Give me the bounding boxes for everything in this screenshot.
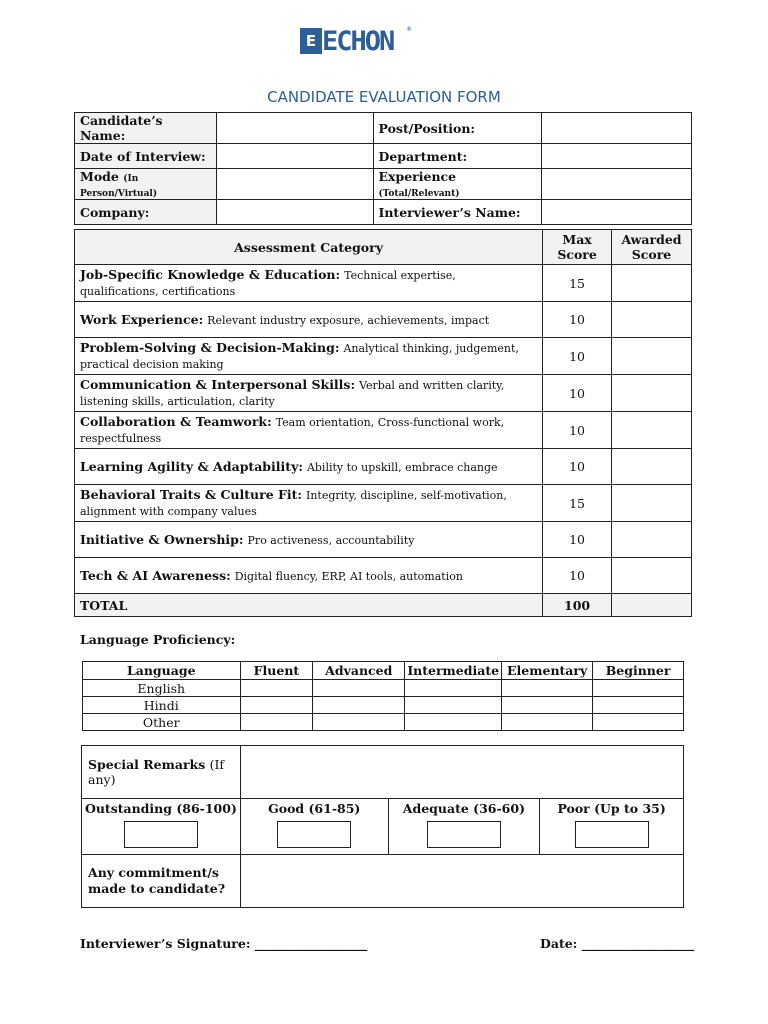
category-desc: Relevant industry exposure, achievements, impact (207, 313, 490, 327)
grade-poor-label: Poor (Up to 35) (557, 801, 666, 816)
awarded-score-header (612, 230, 692, 265)
date-of-interview-field[interactable] (216, 144, 373, 169)
category-cell (75, 375, 543, 412)
awarded-score-field[interactable] (612, 558, 692, 594)
max-score-header (543, 230, 612, 265)
category-desc: Technical expertise, qualifications, certifications (80, 269, 456, 298)
proficiency-cell[interactable] (313, 680, 405, 697)
advanced-header: Advanced (313, 662, 405, 680)
category-desc: Ability to upskill, embrace change (306, 460, 498, 474)
proficiency-cell[interactable] (240, 680, 313, 697)
special-remarks-label (82, 746, 241, 799)
experience-label-text: Experience (378, 169, 457, 184)
table-row (75, 375, 692, 412)
logo-wordmark: ECHON (322, 26, 394, 57)
max-score-header-line1: Max (562, 232, 592, 247)
experience-note: (Total/Relevant) (378, 189, 460, 199)
proficiency-cell[interactable] (240, 714, 313, 731)
max-score: 10 (543, 449, 612, 485)
total-row (75, 594, 692, 617)
proficiency-cell[interactable] (313, 714, 405, 731)
table-row (83, 680, 684, 697)
table-row (75, 412, 692, 449)
awarded-score-field[interactable] (612, 302, 692, 338)
interviewer-signature-line[interactable]: Interviewer’s Signature: __________________ (80, 936, 368, 951)
category-title: Work Experience: (80, 311, 204, 327)
language-name: Other (83, 714, 241, 731)
mode-field[interactable] (216, 169, 373, 200)
table-row (75, 265, 692, 302)
table-row (83, 697, 684, 714)
language-name: English (83, 680, 241, 697)
form-title: CANDIDATE EVALUATION FORM (267, 88, 501, 106)
experience-field[interactable] (542, 169, 692, 200)
special-remarks-note: (If any) (88, 757, 225, 787)
max-score: 10 (543, 558, 612, 594)
category-title: Problem-Solving & Decision-Making: (80, 340, 340, 355)
table-row (75, 485, 692, 522)
grade-good-box[interactable] (277, 821, 351, 848)
max-score: 15 (543, 485, 612, 522)
max-score: 15 (543, 265, 612, 302)
category-title: Job-Specific Knowledge & Education: (80, 267, 341, 282)
language-proficiency-table (82, 661, 684, 731)
commitment-label-line1: Any commitment/s (88, 865, 219, 880)
grade-good-label: Good (61-85) (268, 801, 361, 816)
intermediate-header: Intermediate (405, 662, 502, 680)
beginner-header: Beginner (593, 662, 684, 680)
interviewer-name-label: Interviewer’s Name: (373, 200, 542, 225)
category-title: Communication & Interpersonal Skills: (80, 377, 356, 392)
language-name: Hindi (83, 697, 241, 714)
category-desc: Digital fluency, ERP, AI tools, automation (234, 569, 463, 583)
category-desc: Analytical thinking, judgement, practical decision making (80, 342, 519, 371)
date-line[interactable]: Date: __________________ (540, 936, 695, 951)
table-row (83, 714, 684, 731)
special-remarks-field[interactable] (240, 746, 683, 799)
proficiency-cell[interactable] (593, 680, 684, 697)
category-cell (75, 265, 543, 302)
proficiency-cell[interactable] (502, 680, 593, 697)
category-desc: Pro activeness, accountability (247, 533, 415, 547)
awarded-score-field[interactable] (612, 522, 692, 558)
category-cell (75, 449, 543, 485)
grade-poor (540, 799, 684, 855)
category-cell (75, 338, 543, 375)
company-field[interactable] (216, 200, 373, 225)
max-score-header-line2: Score (557, 247, 597, 262)
proficiency-cell[interactable] (593, 714, 684, 731)
department-label: Department: (373, 144, 542, 169)
category-title: Tech & AI Awareness: (80, 567, 231, 583)
max-score: 10 (543, 412, 612, 449)
proficiency-cell[interactable] (502, 714, 593, 731)
awarded-score-field[interactable] (612, 449, 692, 485)
proficiency-cell[interactable] (502, 697, 593, 714)
category-cell (75, 522, 543, 558)
grade-outstanding-box[interactable] (124, 821, 198, 848)
grade-adequate-label: Adequate (36-60) (402, 801, 525, 816)
max-score: 10 (543, 522, 612, 558)
max-score: 10 (543, 338, 612, 375)
category-cell (75, 558, 543, 594)
proficiency-cell[interactable] (405, 714, 502, 731)
table-row (75, 449, 692, 485)
candidate-name-label: Candidate’s Name: (75, 113, 217, 144)
grade-poor-box[interactable] (575, 821, 649, 848)
category-title: Learning Agility & Adaptability: (80, 458, 303, 474)
date-of-interview-label: Date of Interview: (75, 144, 217, 169)
remarks-table (81, 745, 684, 908)
assessment-category-header: Assessment Category (75, 230, 543, 265)
table-row (75, 522, 692, 558)
elementary-header: Elementary (502, 662, 593, 680)
echon-logo (300, 26, 412, 58)
awarded-score-header-line2: Score (631, 247, 672, 262)
grade-outstanding (82, 799, 241, 855)
category-desc: Integrity, discipline, self-motivation, alignment with company values (80, 489, 507, 518)
table-row (75, 302, 692, 338)
awarded-score-header-line1: Awarded (621, 232, 682, 247)
commitment-label (82, 855, 241, 908)
total-awarded-score-field[interactable] (612, 594, 692, 617)
special-remarks-label-text: Special Remarks (88, 757, 206, 772)
language-proficiency-title: Language Proficiency: (80, 632, 236, 647)
mode-label (75, 169, 217, 200)
category-desc: Team orientation, Cross-functional work, respectfulness (80, 416, 505, 445)
proficiency-cell[interactable] (405, 680, 502, 697)
category-title: Behavioral Traits & Culture Fit: (80, 487, 303, 502)
candidate-name-field[interactable] (216, 113, 373, 144)
candidate-info-table (74, 112, 692, 225)
category-cell (75, 485, 543, 522)
total-max-score: 100 (543, 594, 612, 617)
awarded-score-field[interactable] (612, 265, 692, 302)
fluent-header: Fluent (240, 662, 313, 680)
grade-adequate (388, 799, 540, 855)
interviewer-name-field[interactable] (542, 200, 692, 225)
max-score: 10 (543, 302, 612, 338)
language-header: Language (83, 662, 241, 680)
proficiency-cell[interactable] (313, 697, 405, 714)
table-row (75, 338, 692, 375)
grade-good (240, 799, 388, 855)
post-position-field[interactable] (542, 113, 692, 144)
table-row (75, 558, 692, 594)
category-desc: Verbal and written clarity, listening skills, articulation, clarity (80, 379, 505, 408)
commitment-field[interactable] (240, 855, 683, 908)
proficiency-cell[interactable] (240, 697, 313, 714)
logo-mark-icon: E (300, 28, 322, 54)
category-cell (75, 302, 543, 338)
experience-label (373, 169, 542, 200)
max-score: 10 (543, 375, 612, 412)
mode-label-text: Mode (80, 169, 119, 184)
commitment-label-line2: made to candidate? (88, 881, 226, 896)
category-title: Initiative & Ownership: (80, 531, 244, 547)
grade-outstanding-label: Outstanding (86-100) (84, 801, 237, 816)
awarded-score-field[interactable] (612, 485, 692, 522)
total-label: TOTAL (75, 594, 543, 617)
awarded-score-field[interactable] (612, 412, 692, 449)
registered-mark-icon: ® (406, 26, 412, 33)
assessment-table (74, 229, 692, 617)
mode-note: (In Person/Virtual) (80, 174, 158, 199)
category-title: Collaboration & Teamwork: (80, 414, 272, 429)
post-position-label: Post/Position: (373, 113, 542, 144)
proficiency-cell[interactable] (593, 697, 684, 714)
awarded-score-field[interactable] (612, 375, 692, 412)
awarded-score-field[interactable] (612, 338, 692, 375)
department-field[interactable] (542, 144, 692, 169)
proficiency-cell[interactable] (405, 697, 502, 714)
category-cell (75, 412, 543, 449)
grade-adequate-box[interactable] (427, 821, 501, 848)
company-label: Company: (75, 200, 217, 225)
